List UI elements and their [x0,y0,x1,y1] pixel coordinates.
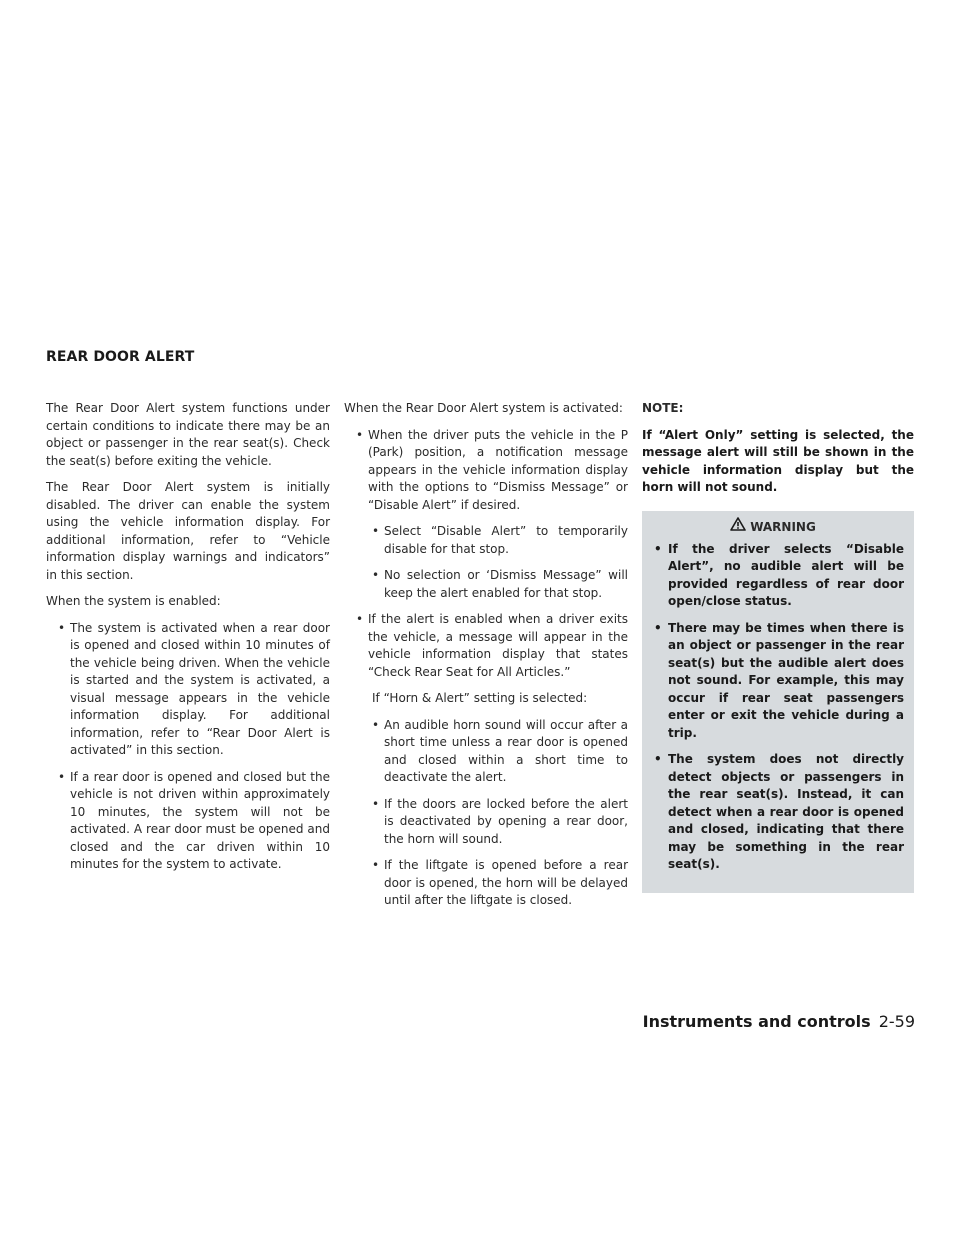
activated-lead: When the Rear Door Alert system is activated: [344,401,623,415]
horn-sublist [344,717,628,910]
disabled-paragraph: The Rear Door Alert system is initially disabled. The driver can enable the system using the vehicle information display. For additional information, refer to “Vehicle information display warnings and indicators” in this section. [46,480,330,582]
warning-box [642,511,914,893]
warning-triangle-icon [730,515,746,539]
list-item: • An audible horn sound will occur after a short time unless a rear door is opened and closed within a short time to deactivate the alert. [344,717,628,787]
page-number: 2-59 [878,1012,915,1031]
list-item: • No selection or ‘Dismiss Message” will keep the alert enabled for that stop. [344,567,628,602]
list-item: • If a rear door is opened and closed but the vehicle is not driven within approximately 10 minutes, the system will not be activated. A rear door must be opened and closed and the car driven within 10 minutes for the system to activate. [46,769,330,874]
column-1 [46,400,330,883]
page-footer [643,1012,915,1031]
note-text: If “Alert Only” setting is selected, the message alert will still be shown in the vehicle information display but the horn will not sound. [642,427,914,494]
note-label: NOTE: [642,401,684,415]
section-heading: REAR DOOR ALERT [46,349,195,365]
list-item: • If the doors are locked before the alert is deactivated by opening a rear door, the horn will sound. [344,796,628,849]
enabled-list [46,620,330,874]
column-3 [642,400,914,893]
warning-list [642,541,904,874]
list-item: • If the alert is enabled when a driver exits the vehicle, a message will appear in the vehicle information display that states “Check Rear Seat for All Articles.” [344,611,628,681]
column-2 [344,400,628,919]
list-item: • The system is activated when a rear door is opened and closed within 10 minutes of the vehicle being driven. When the vehicle is started and the system is activated, a visual message appears in the vehicle information display. For additional information, refer to “Rear Door Alert is activated” in this section. [46,620,330,760]
park-sublist [344,523,628,602]
warning-item: • There may be times when there is an object or passenger in the rear seat(s) but the audible alert does not sound. For example, this may occur if rear seat passengers enter or exit the vehicle during a trip. [642,620,904,743]
warning-item: • If the driver selects “Disable Alert”, no audible alert will be provided regardless of rear door open/close status. [642,541,904,611]
intro-paragraph: The Rear Door Alert system functions under certain conditions to indicate there may be an object or passenger in the rear seat(s). Check the seat(s) before exiting the vehicle. [46,401,330,468]
activated-list [344,427,628,515]
footer-section: Instruments and controls [642,1012,871,1031]
warning-header [642,515,904,539]
warning-item: • The system does not directly detect objects or passengers in the rear seat(s). Instead, it can detect when a rear door is opened and closed, indicating that there may be something in the rear seat(s). [642,751,904,874]
list-item: • When the driver puts the vehicle in the P (Park) position, a notification message appears in the vehicle information display with the options to “Dismiss Message” or “Disable Alert” if desired. [344,427,628,515]
horn-alert-lead: If “Horn & Alert” setting is selected: [372,691,588,705]
enabled-lead: When the system is enabled: [46,594,221,608]
list-item: • Select “Disable Alert” to temporarily disable for that stop. [344,523,628,558]
exit-list [344,611,628,681]
list-item: • If the liftgate is opened before a rear door is opened, the horn will be delayed until after the liftgate is closed. [344,857,628,910]
warning-title: WARNING [750,519,816,534]
